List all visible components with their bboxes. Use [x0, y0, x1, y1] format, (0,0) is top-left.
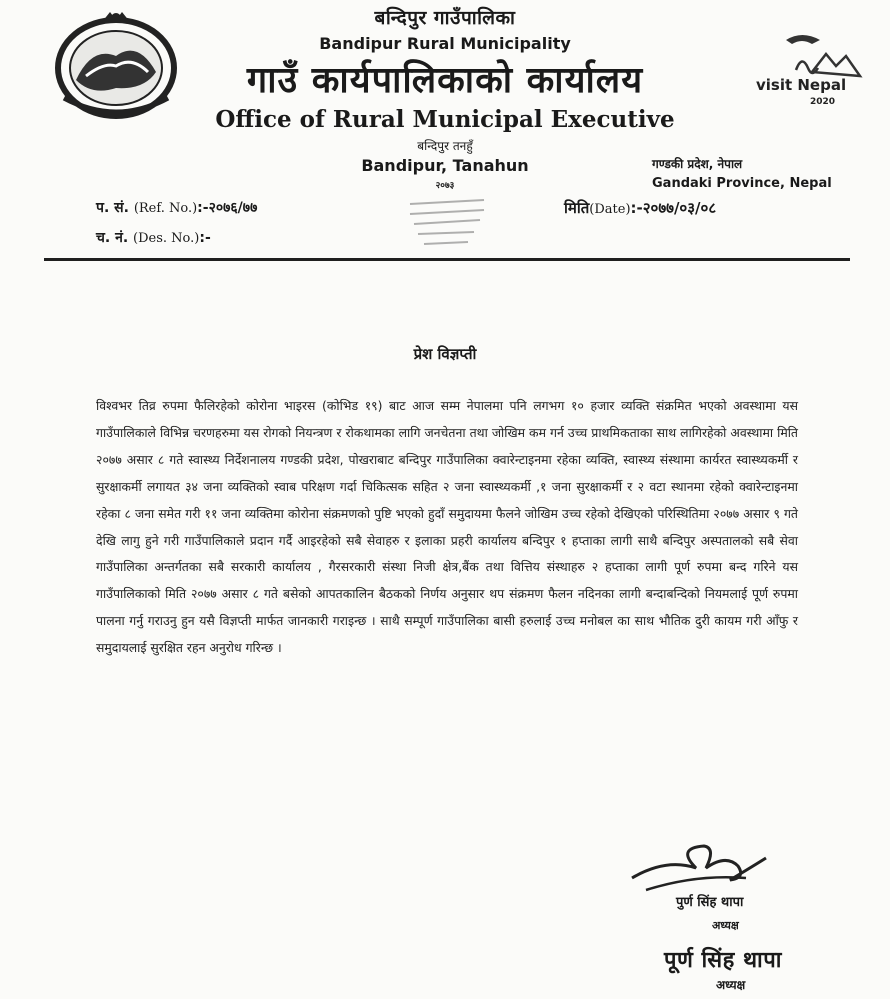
ref-value: :-२०७६/७७ — [197, 200, 258, 216]
ref-label-english: (Ref. No.) — [133, 201, 198, 216]
header-divider — [44, 258, 850, 261]
reference-number — [96, 198, 257, 217]
office-name-nepali: गाउँ कार्यपालिकाको कार्यालय — [246, 60, 644, 101]
office-name-english: Office of Rural Municipal Executive — [215, 106, 675, 133]
signatory-title: अध्यक्ष — [712, 919, 739, 932]
signatory-name: पुर्ण सिंह थापा — [676, 895, 744, 910]
established-year: २०७३ — [435, 181, 455, 191]
district-nepali: बन्दिपुर तनहुँ — [417, 139, 473, 153]
des-value: :- — [199, 230, 211, 246]
visit-nepal-logo-year: 2020 — [810, 97, 836, 107]
visit-nepal-logo-icon — [752, 26, 870, 112]
des-label-english: (Des. No.) — [133, 231, 200, 246]
signatory-stamp-title: अध्यक्ष — [716, 978, 746, 992]
visit-nepal-logo-text: visit Nepal — [756, 76, 847, 94]
des-label-nepali: च. नं. — [96, 230, 129, 246]
district-english: Bandipur, Tanahun — [361, 156, 529, 175]
date-value: :-२०७७/०३/०८ — [630, 199, 717, 217]
office-stamp-icon — [404, 194, 490, 250]
province-nepali: गण्डकी प्रदेश, नेपाल — [652, 157, 743, 171]
date-label-nepali: मिति — [564, 199, 590, 217]
province-english: Gandaki Province, Nepal — [652, 176, 832, 191]
letter-date — [564, 198, 716, 218]
municipality-name-english: Bandipur Rural Municipality — [319, 34, 571, 53]
date-label-english: (Date) — [589, 202, 631, 217]
notice-title: प्रेश विज्ञप्ती — [413, 345, 477, 363]
municipality-name-nepali: बन्दिपुर गाउँपालिका — [374, 7, 516, 29]
dispatch-number — [96, 228, 211, 247]
notice-body: विश्वभर तिव्र रुपमा फैलिरहेको कोरोना भाइरस (कोभिड १९) बाट आज सम्म नेपालमा पनि लगभग १० हजार व्यक्ति संक्रमित भएको अवस्थामा यस गाउँपालिकाले विभिन्न चरणहरुमा यस रोगको नियन्त्रण र रोकथामका लागि जनचेतना तथा जोखिम कम गर्न उच्च प्राथमिकताका साथ लागिरहेको अवस्थामा मिति २०७७ असार ८ गते स्वास्थ्य निर्देशनालय गण्डकी प्रदेश, पोखराबाट बन्दिपुर गाउँपालिका क्वारेन्टाइनमा रहेका व्यक्ति, स्वास्थ्य संस्थामा कार्यरत स्वास्थ्यकर्मी र सुरक्षाकर्मी लगायत ३४ जना व्यक्तिको स्वाब परिक्षण गर्दा चिकित्सक सहित २ जना स्वास्थ्यकर्मी ,१ जना सुरक्षाकर्मी र २ वटा स्थानमा रहेको क्वारेन्टाइनमा रहेका ८ जना समेत गरी ११ जना व्यक्तिमा कोरोना संक्रमणको पुष्टि भएकाे हुदाँ समुदायमा फैलने जोखिम उच्च रहेको देखिएको परिस्थितिमा २०७७ असार ९ गते देखि लागु हुने गरी गाउँपालिकाले प्रदान गर्दै आइरहेको सबै सेवाहरु र इलाका प्रहरी कार्यालय बन्दिपुर १ हप्ताका लागी साथै बन्दिपुर अस्पतालको सबै सेवा गाउँपालिका अन्तर्गतका सबै सरकारी कार्यालय , गैरसरकारी संस्था निजी क्षेत्र,बैंक तथा वित्तिय संस्थाहरु २ हप्ताका लागी पूर्ण रुपमा बन्द गरिने यस गाउँपालिकाको मिति २०७७ असार ८ गते बसेको आपतकालिन बैठकको निर्णय अनुसार थप संक्रमण फैलन नदिनका लागी बन्दाबन्दिको नियमलाई पूर्ण रुपमा पालना गर्नु गराउनु हुन यसै विज्ञप्ती मार्फत जानकारी गराइन्छ । साथै सम्पूर्ण गाउँपालिका बासी हरुलाई उच्च मनोबल का साथ भौतिक दुरी कायम गरी आँफु र समुदायलाई सुरक्षित रहन अनुरोध गरिन्छ । — [96, 398, 798, 656]
signatory-stamp-name: पूर्ण सिंह थापा — [664, 948, 782, 973]
ref-label-nepali: प. सं. — [96, 200, 129, 216]
